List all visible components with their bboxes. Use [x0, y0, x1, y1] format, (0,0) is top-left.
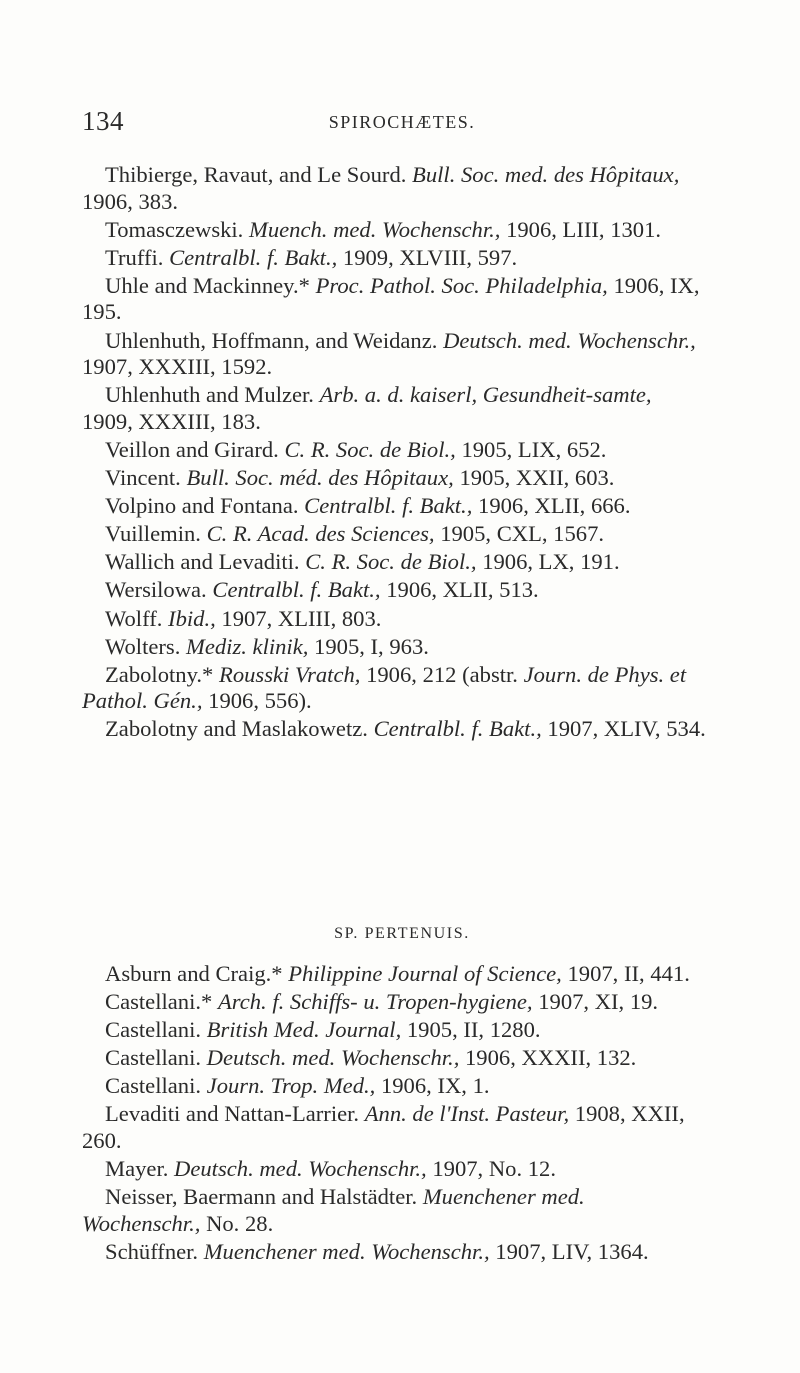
reference-entry: Castellani.* Arch. f. Schiffs- u. Tropen-hygiene, 1907, XI, 19. [105, 989, 659, 1015]
page-header [82, 106, 722, 146]
reference-entry: Truffi. Centralbl. f. Bakt., 1909, XLVIII, 597. [105, 244, 518, 270]
reference-entry: Uhlenhuth, Hoffmann, and Weidanz. Deutsch. med. Wochenschr., 1907, XXXIII, 1592. [82, 327, 696, 380]
reference-entry: Wersilowa. Centralbl. f. Bakt., 1906, XLII, 513. [105, 577, 539, 603]
running-head: SPIROCHÆTES. [328, 112, 476, 132]
reference-entry: Zabolotny.* Rousski Vratch, 1906, 212 (abstr. Journ. de Phys. et Pathol. Gén., 1906, 556). [82, 661, 687, 714]
reference-entry: Schüffner. Muenchener med. Wochenschr., 1907, LIV, 1364. [105, 1238, 649, 1264]
reference-entry: Uhle and Mackinney.* Proc. Pathol. Soc. Philadelphia, 1906, IX, 195. [82, 272, 700, 325]
reference-entry: Volpino and Fontana. Centralbl. f. Bakt., 1906, XLII, 666. [105, 493, 631, 519]
reference-list-pertenuis [82, 961, 708, 1267]
reference-entry: Castellani. Deutsch. med. Wochenschr., 1906, XXXII, 132. [105, 1045, 637, 1071]
reference-entry: Neisser, Baermann and Halstädter. Muenchener med. Wochenschr., No. 28. [82, 1184, 585, 1236]
reference-entry: Vincent. Bull. Soc. méd. des Hôpitaux, 1905, XXII, 603. [105, 465, 615, 491]
reference-entry: Zabolotny and Maslakowetz. Centralbl. f. Bakt., 1907, XLIV, 534. [105, 716, 706, 742]
reference-list [82, 162, 708, 744]
reference-entry: Uhlenhuth and Mulzer. Arb. a. d. kaiserl, Gesundheit-samte, 1909, XXXIII, 183. [82, 382, 652, 434]
reference-entry: Wolff. Ibid., 1907, XLIII, 803. [105, 605, 382, 631]
reference-entry: Thibierge, Ravaut, and Le Sourd. Bull. Soc. med. des Hôpitaux, 1906, 383. [82, 162, 680, 214]
reference-entry: Asburn and Craig.* Philippine Journal of Science, 1907, II, 441. [105, 961, 690, 986]
reference-entry: Levaditi and Nattan-Larrier. Ann. de l'Inst. Pasteur, 1908, XXII, 260. [82, 1101, 685, 1154]
reference-entry: Wolters. Mediz. klinik, 1905, I, 963. [105, 633, 429, 659]
reference-entry: Castellani. British Med. Journal, 1905, II, 1280. [105, 1017, 541, 1043]
reference-entry: Veillon and Girard. C. R. Soc. de Biol., 1905, LIX, 652. [105, 436, 607, 462]
reference-entry: Castellani. Journ. Trop. Med., 1906, IX, 1. [105, 1073, 490, 1099]
reference-entry: Vuillemin. C. R. Acad. des Sciences, 1905, CXL, 1567. [105, 521, 605, 547]
reference-entry: Wallich and Levaditi. C. R. Soc. de Biol., 1906, LX, 191. [105, 549, 620, 575]
reference-entry: Tomasczewski. Muench. med. Wochenschr., 1906, LIII, 1301. [105, 216, 662, 242]
section-heading: SP. PERTENUIS. [334, 925, 470, 942]
reference-entry: Mayer. Deutsch. med. Wochenschr., 1907, No. 12. [105, 1156, 556, 1182]
page-number: 134 [82, 106, 124, 136]
